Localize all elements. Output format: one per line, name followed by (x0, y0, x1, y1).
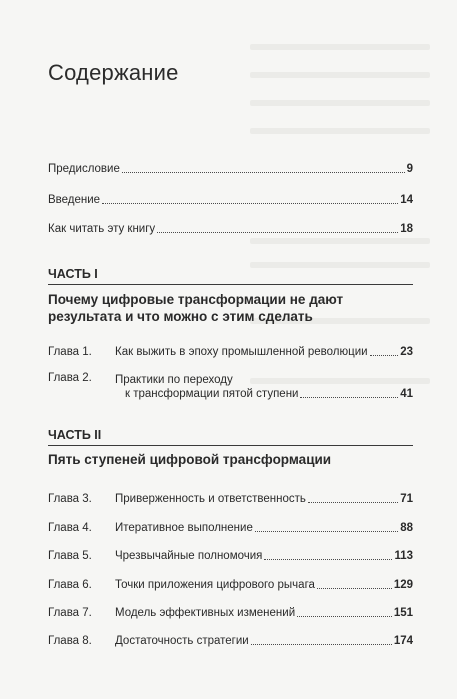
toc-page-number: 9 (406, 163, 413, 175)
chapter-number: Глава 7. (48, 607, 92, 619)
part-1-title (48, 291, 417, 325)
show-through-mark (250, 72, 430, 78)
toc-entry-chapter-6[interactable] (48, 576, 413, 592)
toc-entry-text: Введение (48, 194, 101, 206)
toc-entry-text: Как выжить в эпоху промышленной революции (115, 346, 368, 358)
part-1-heading: ЧАСТЬ I (48, 267, 413, 285)
toc-entry-introduction[interactable] (48, 191, 413, 207)
toc-entry-text: Достаточность стратегии (115, 635, 249, 647)
toc-entry-text: Итеративное выполнение (115, 522, 253, 534)
chapter-number: Глава 4. (48, 522, 92, 534)
toc-entry-text: Чрезвычайные полномочия (115, 550, 263, 562)
show-through-mark (250, 100, 430, 106)
toc-entry-text (115, 373, 298, 401)
show-through-mark (250, 238, 430, 244)
part-2-heading: ЧАСТЬ II (48, 428, 413, 446)
toc-entry-text: Точки приложения цифрового рычага (115, 579, 315, 591)
leader-dots (251, 644, 392, 645)
chapter-number: Глава 1. (48, 346, 92, 358)
toc-page-number: 151 (393, 607, 413, 619)
leader-dots (157, 232, 398, 233)
leader-dots (308, 502, 398, 503)
toc-entry-text: Как читать эту книгу (48, 223, 156, 235)
toc-page-number: 88 (400, 522, 413, 534)
toc-page-number: 71 (400, 493, 413, 505)
toc-entry-chapter-1[interactable] (48, 343, 413, 359)
chapter-number: Глава 8. (48, 635, 92, 647)
part-1-title-line: Почему цифровые трансформации не дают (48, 292, 344, 307)
toc-page-number: 174 (393, 635, 413, 647)
toc-entry-text: Предисловие (48, 163, 120, 175)
page-title: Содержание (48, 60, 179, 85)
toc-entry-chapter-8[interactable] (48, 632, 413, 648)
chapter-number: Глава 3. (48, 493, 92, 505)
show-through-mark (250, 44, 430, 50)
toc-page-number: 129 (393, 579, 413, 591)
toc-entry-text: Приверженность и ответственность (115, 493, 306, 505)
show-through-mark (250, 128, 430, 134)
chapter-number: Глава 5. (48, 550, 92, 562)
toc-entry-chapter-3[interactable] (48, 490, 413, 506)
toc-page-number: 41 (400, 388, 413, 400)
leader-dots (264, 559, 392, 560)
toc-page-number: 113 (394, 550, 413, 562)
leader-dots (370, 355, 399, 356)
toc-entry-text-line: к трансформации пятой ступени (125, 388, 299, 400)
toc-entry-chapter-5[interactable] (48, 547, 413, 563)
part-2-title: Пять ступеней цифровой трансформации (48, 452, 332, 467)
toc-page-number: 18 (400, 223, 413, 235)
leader-dots (300, 397, 398, 398)
toc-entry-chapter-2[interactable] (48, 371, 413, 401)
toc-page-number: 23 (400, 346, 413, 358)
toc-entry-how-to-read[interactable] (48, 220, 413, 236)
leader-dots (122, 172, 405, 173)
toc-entry-text-line: Практики по переходу (115, 374, 233, 386)
toc-entry-chapter-4[interactable] (48, 519, 413, 535)
leader-dots (317, 588, 392, 589)
leader-dots (102, 203, 398, 204)
chapter-number: Глава 6. (48, 579, 92, 591)
toc-entry-preface[interactable] (48, 160, 413, 176)
part-1-title-line: результата и что можно с этим сделать (48, 309, 313, 324)
toc-page-number: 14 (400, 194, 413, 206)
leader-dots (255, 531, 398, 532)
chapter-number: Глава 2. (48, 372, 92, 384)
leader-dots (297, 616, 392, 617)
toc-entry-text: Модель эффективных изменений (115, 607, 296, 619)
toc-entry-chapter-7[interactable] (48, 604, 413, 620)
